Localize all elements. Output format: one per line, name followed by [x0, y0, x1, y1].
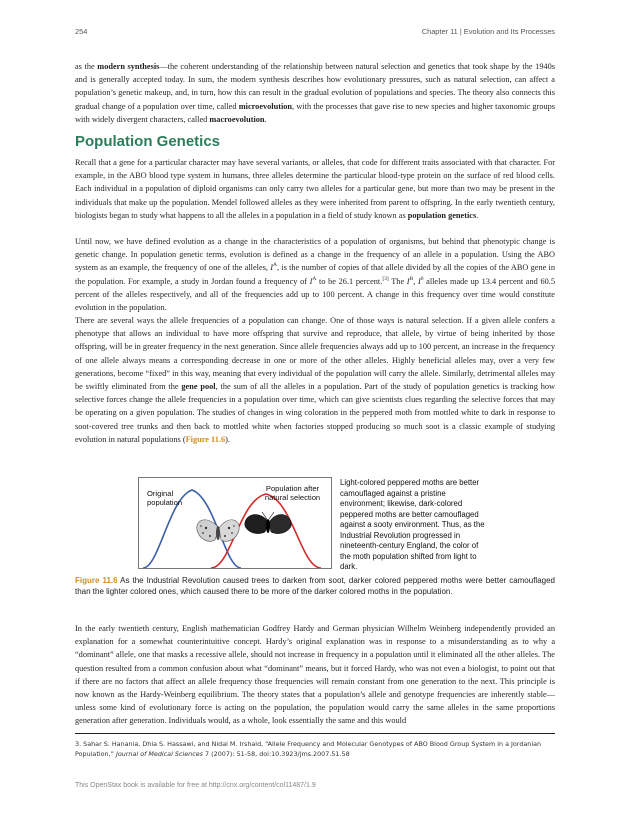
figure-peppered-moth — [138, 477, 332, 569]
term-modern-synthesis: modern synthesis — [97, 62, 160, 71]
term-population-genetics: population genetics — [407, 210, 477, 220]
paragraph-allele-frequencies: There are several ways the allele frequencies of a population can change. One of those ways is natural selection. If a given allele confers a phenotype that allows an individual to have more offspring that survive and reproduce, that allele, by virtue of being inherited by those offspring, will be in greater frequency in the next generation. Since allele frequencies always add up to 100 percent, an increase in the frequency of one allele always means a corresponding decrease in one or more of the other alleles. Highly beneficial alleles may, over a very few generations, become “fixed” in this way, meaning that every individual of the population will carry the allele. Similarly, detrimental alleles may be swiftly eliminated from the gene pool, the sum of all the alleles in a population. Part of the study of population genetics is tracking how selective forces change the allele frequencies in a population over time, which can give scientists clues regarding the selective forces that may be operating on a given population. The studies of changes in wing coloration in the peppered moth from mottled white to dark in response to soot-covered tree trunks and then back to mottled white when factories stopped producing so much soot is a classic example of studying evolution in natural populations (Figure 11.6). — [75, 316, 555, 444]
term-macroevolution: macroevolution — [209, 114, 265, 124]
paragraph-evolution-definition: Until now, we have defined evolution as a change in the characteristics of a population of organisms, but behind that phenotypic change is genetic change. In population genetic terms, evolution is defined as a change in the frequency of an allele in a population. Using the ABO system as an example, the frequency of one of the alleles, $I^A$, is the number of copies of that allele divided by all the copies of the ABO gene in the population. For example, a study in Jordan found a frequency of $I^A$ to be 26.1 percent.[3] The $I^B$, $I^0$ alleles made up 13.4 percent and 60.5 percent of the alleles respectively, and all of the frequencies add up to 100 percent. A change in this frequency over time would constitute evolution in the population. — [75, 237, 555, 313]
page-footer: This OpenStax book is available for free at http://cnx.org/content/col11487/1.9 — [75, 782, 316, 789]
figure-link[interactable]: Figure 11.6 — [185, 434, 226, 444]
figure-side-note: Light-colored peppered moths are better camouflaged against a pristine environment; likewise, dark-colored peppered moths are better camouflaged against a sooty environment. Thus, as the Industrial Revolution progressed in nineteenth-century England, the color of the moth population shifted from light to dark. — [340, 478, 485, 571]
paragraph-hardy-weinberg: In the early twentieth century, English mathematician Godfrey Hardy and German physician Wilhelm Weinberg independently provided an explanation for a somewhat counterintuitive concept. Hardy’s original explanation was in response to a misunderstanding as to why a “dominant” allele, one that masks a recessive allele, should not increase in frequency in a population until it eliminated all the other alleles. The question resulted from a common confusion about what “dominant” means, but it forced Hardy, who was not even a biologist, to point out that if there are no factors that affect an allele frequency those frequencies will remain constant from one generation to the next. This principle is now known as the Hardy-Weinberg equilibrium. The theory states that a population’s allele and genotype frequencies are inherently stable—unless some kind of evolutionary force is acting on the population, the population would carry the same alleles in the same proportions generation after generation. Individuals would, as a whole, look essentially the same and this would — [75, 624, 555, 726]
label-after-selection: Population after natural selection — [264, 484, 321, 502]
label-original-population: Original population — [147, 489, 183, 507]
term-gene-pool: gene pool — [181, 382, 216, 392]
figure-caption: Figure 11.6 As the Industrial Revolution caused trees to darken from soot, darker colored peppered moths were better camouflaged than the lighter colored ones, which caused there to be more of the darker colored moths in the population. — [75, 576, 556, 596]
section-title: Population Genetics — [75, 133, 221, 150]
light-moth-icon — [197, 520, 239, 542]
dark-moth-icon — [245, 512, 291, 534]
footnote-divider — [75, 733, 555, 734]
chapter-header: Chapter 11 | Evolution and Its Processes — [421, 27, 555, 36]
term-microevolution: microevolution — [238, 101, 293, 111]
intro-paragraph: as the modern synthesis—the coherent understanding of the relationship between natural selection and genetics that took shape by the 1940s and is generally accepted today. In sum, the modern synthesis describes how evolutionary pressures, such as natural selection, can affect a population’s genetic makeup, and, in turn, how this can result in the gradual evolution of populations and species. The theory also connects this gradual change of a population over time, called microevolution, with the processes that gave rise to new species and higher taxonomic groups with widely divergent characters, called macroevolution. — [75, 62, 555, 124]
footnote-ref[interactable]: [3] — [382, 275, 389, 282]
footnote: 3. Sahar S. Hanania, Dhia S. Hassawi, and Nidal M. Irshaid, “Allele Frequency and Molecular Genotypes of ABO Blood Group System in a Jordanian Population,” Journal of Medical Sciences 7 (2007): 51-58, doi:10.3923/jms.2007.51.58 — [75, 740, 542, 758]
page-number: 254 — [75, 27, 88, 36]
paragraph-alleles: Recall that a gene for a particular character may have several variants, or alleles, that code for different traits associated with that character. For example, in the ABO blood type system in humans, three alleles determine the particular blood-type protein on the surface of red blood cells. Each individual in a population of diploid organisms can only carry two alleles for a particular gene, but more than two may be present in the individuals that make up the population. Mendel followed alleles as they were inherited from parent to offspring. In the early twentieth century, biologists began to study what happens to all the alleles in a population in a field of study known as population genetics. — [75, 158, 555, 220]
caption-label: Figure 11.6 — [75, 576, 118, 585]
